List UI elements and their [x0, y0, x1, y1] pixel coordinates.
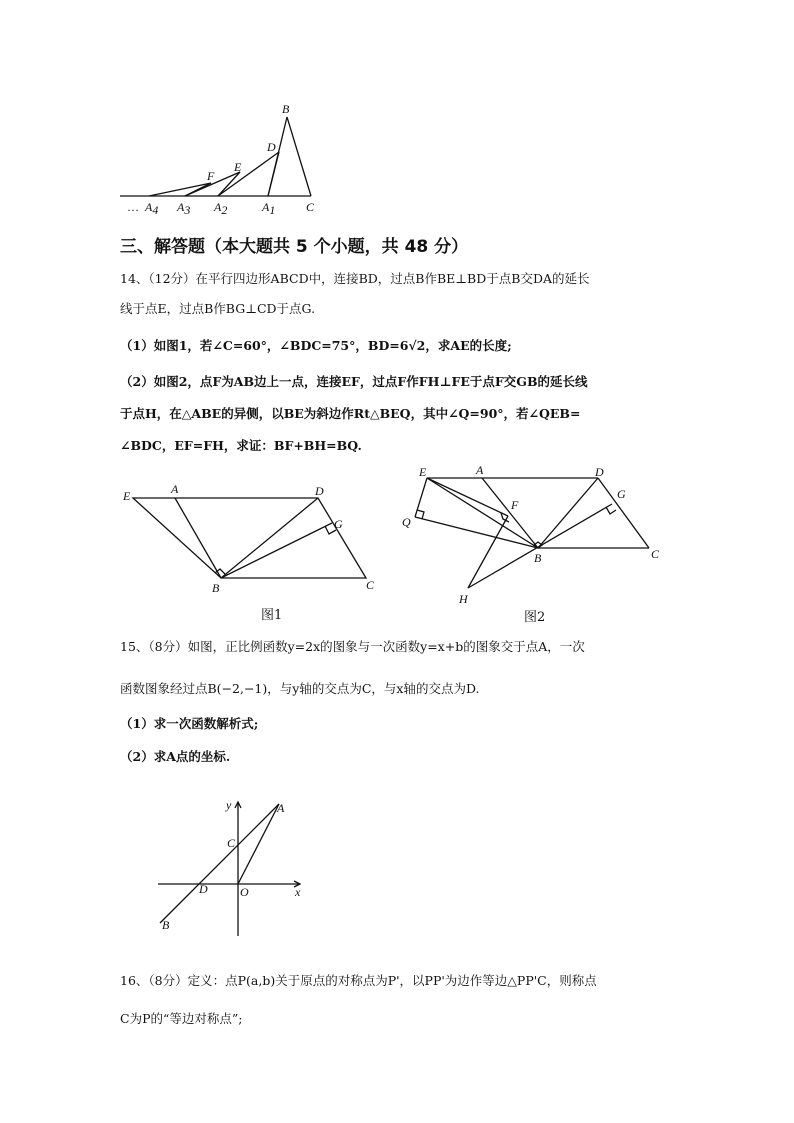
- label-d: D: [267, 140, 276, 154]
- segment-bd: [538, 478, 598, 548]
- line-y-2x: [238, 804, 279, 884]
- label-d: D: [315, 484, 324, 498]
- q14-line2: 线于点E，过点B作BG⊥CD于点G.: [120, 301, 316, 316]
- q14-line1: 14、（12分）在平行四边形ABCD中，连接BD，过点B作BE⊥BD于点B交DA的延长: [120, 271, 590, 286]
- segment-fa4: [149, 183, 211, 196]
- q14-part2-line1: （2）如图2，点F为AB边上一点，连接EF，过点F作FH⊥FE于点F交GB的延长线: [120, 374, 588, 389]
- label-a: A: [171, 482, 179, 496]
- segment-bg: [221, 523, 332, 578]
- segment-bd: [221, 498, 318, 578]
- label-a2: A2: [214, 200, 228, 217]
- label-e: E: [234, 160, 242, 174]
- label-a: A: [476, 463, 484, 477]
- label-c: C: [366, 578, 375, 592]
- label-a3: A3: [177, 200, 191, 217]
- top-figure: [115, 100, 335, 220]
- q15-line2: 函数图象经过点B(−2,−1)，与y轴的交点为C，与x轴的交点为D.: [120, 681, 480, 696]
- figure-2-caption: 图2: [524, 610, 546, 625]
- label-d: D: [595, 465, 604, 479]
- label-c: C: [306, 200, 315, 214]
- line-y-x-plus-b: [160, 804, 279, 923]
- label-g: G: [334, 517, 343, 531]
- segment-bc: [287, 117, 311, 196]
- label-g: G: [617, 487, 626, 501]
- figure-1: [118, 478, 388, 603]
- figure-2: [395, 458, 675, 608]
- section-heading: 三、解答题（本大题共 5 个小题，共 48 分）: [120, 237, 469, 257]
- label-o: O: [240, 885, 249, 899]
- q15-part1: （1）求一次函数解析式;: [120, 716, 259, 731]
- label-h: H: [459, 592, 468, 606]
- segment-eb: [427, 478, 538, 548]
- segment-qb: [415, 517, 538, 548]
- label-c: C: [227, 836, 236, 850]
- segment-ef: [427, 478, 508, 516]
- q14-part2-line3: ∠BDC，EF=FH，求证：BF+BH=BQ.: [120, 438, 362, 453]
- segment-ea2: [218, 172, 240, 196]
- label-f: F: [511, 498, 519, 512]
- segment-ab: [175, 498, 221, 578]
- q14-part1: （1）如图1，若∠C=60°，∠BDC=75°，BD=6√2，求AE的长度;: [120, 338, 512, 353]
- segment-fa3: [185, 183, 211, 196]
- label-c: C: [651, 547, 660, 561]
- label-y: y: [226, 798, 232, 812]
- q14-part2-line2: 于点H，在△ABE的异侧，以BE为斜边作Rt△BEQ，其中∠Q=90°，若∠QEB=: [120, 406, 581, 421]
- label-a1: A1: [262, 200, 276, 217]
- parallelogram-ebcd: [133, 498, 366, 578]
- label-b: B: [212, 581, 220, 595]
- q16-line2: C为P的“等边对称点”;: [120, 1011, 243, 1026]
- q16-line1: 16、（8分）定义：点P(a,b)关于原点的对称点为P'，以PP'为边作等边△PP'C，则称点: [120, 973, 597, 988]
- q15-line1: 15、（8分）如图，正比例函数y=2x的图象与一次函数y=x+b的图象交于点A，一次: [120, 639, 585, 654]
- label-b: B: [534, 551, 542, 565]
- label-q: Q: [402, 515, 411, 529]
- q15-part2: （2）求A点的坐标.: [120, 749, 231, 764]
- label-x: x: [295, 885, 301, 899]
- segment-fh: [468, 516, 508, 588]
- label-e: E: [123, 489, 131, 503]
- label-a: A: [277, 801, 285, 815]
- label-b: B: [162, 918, 170, 932]
- label-b: B: [282, 102, 290, 116]
- figure-1-caption: 图1: [261, 608, 283, 623]
- label-e: E: [419, 465, 427, 479]
- label-f: F: [207, 169, 215, 183]
- label-a4: A4: [145, 200, 159, 217]
- label-ellipsis: …: [127, 200, 139, 214]
- label-d: D: [199, 882, 208, 896]
- right-angle-g: [606, 507, 616, 514]
- figure-3: [150, 796, 315, 938]
- segment-ab: [482, 478, 538, 548]
